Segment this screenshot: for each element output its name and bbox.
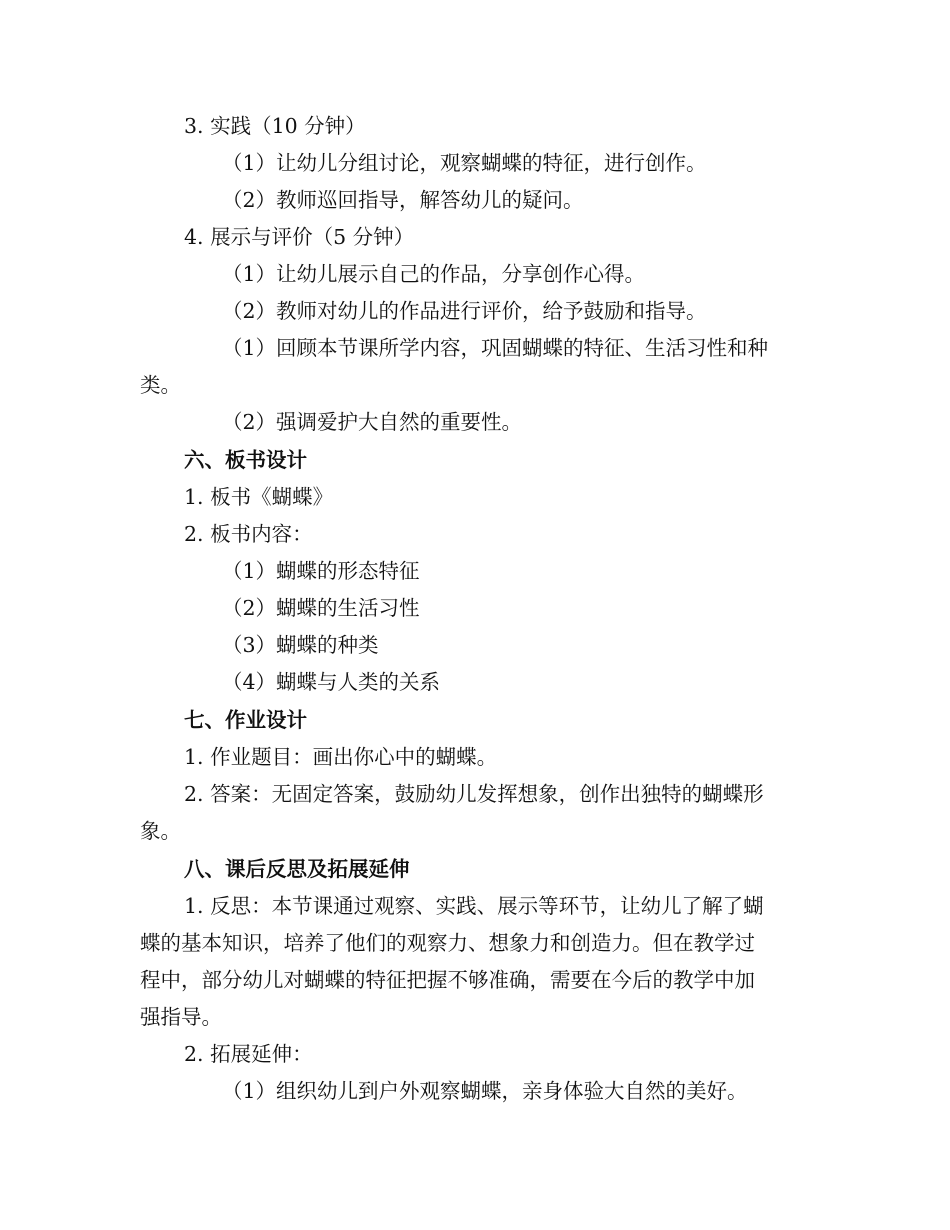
list-item: 2. 板书内容： xyxy=(184,522,313,546)
list-item: 2. 拓展延伸： xyxy=(184,1042,313,1066)
list-item: 4. 展示与评价（5 分钟） xyxy=(184,225,415,249)
paragraph-continuation: 程中，部分幼儿对蝴蝶的特征把握不够准确，需要在今后的教学中加 xyxy=(140,968,755,992)
list-item: 1. 板书《蝴蝶》 xyxy=(184,485,334,509)
sub-list-item: （2）教师巡回指导，解答幼儿的疑问。 xyxy=(222,188,584,212)
section-heading: 七、作业设计 xyxy=(184,708,307,732)
section-heading: 八、课后反思及拓展延伸 xyxy=(184,857,410,881)
paragraph-continuation: 象。 xyxy=(140,819,181,843)
sub-list-item: （2）蝴蝶的生活习性 xyxy=(222,596,420,620)
sub-list-item: （1）让幼儿展示自己的作品，分享创作心得。 xyxy=(222,262,646,286)
sub-list-item: （2）教师对幼儿的作品进行评价，给予鼓励和指导。 xyxy=(222,299,707,323)
sub-list-item: （2）强调爱护大自然的重要性。 xyxy=(222,410,523,434)
paragraph-continuation: 强指导。 xyxy=(140,1005,222,1029)
sub-list-item: （1）回顾本节课所学内容，巩固蝴蝶的特征、生活习性和种 xyxy=(222,336,769,360)
list-item: 1. 反思：本节课通过观察、实践、展示等环节，让幼儿了解了蝴 xyxy=(184,894,764,918)
paragraph-continuation: 蝶的基本知识，培养了他们的观察力、想象力和创造力。但在教学过 xyxy=(140,931,755,955)
list-item: 2. 答案：无固定答案，鼓励幼儿发挥想象，创作出独特的蝴蝶形 xyxy=(184,782,764,806)
list-item: 3. 实践（10 分钟） xyxy=(184,114,366,138)
sub-list-item: （3）蝴蝶的种类 xyxy=(222,633,379,657)
sub-list-item: （1）蝴蝶的形态特征 xyxy=(222,559,420,583)
sub-list-item: （1）组织幼儿到户外观察蝴蝶，亲身体验大自然的美好。 xyxy=(222,1079,748,1103)
paragraph-continuation: 类。 xyxy=(140,373,181,397)
list-item: 1. 作业题目：画出你心中的蝴蝶。 xyxy=(184,745,498,769)
sub-list-item: （4）蝴蝶与人类的关系 xyxy=(222,670,441,694)
sub-list-item: （1）让幼儿分组讨论，观察蝴蝶的特征，进行创作。 xyxy=(222,151,707,175)
section-heading: 六、板书设计 xyxy=(184,448,307,472)
